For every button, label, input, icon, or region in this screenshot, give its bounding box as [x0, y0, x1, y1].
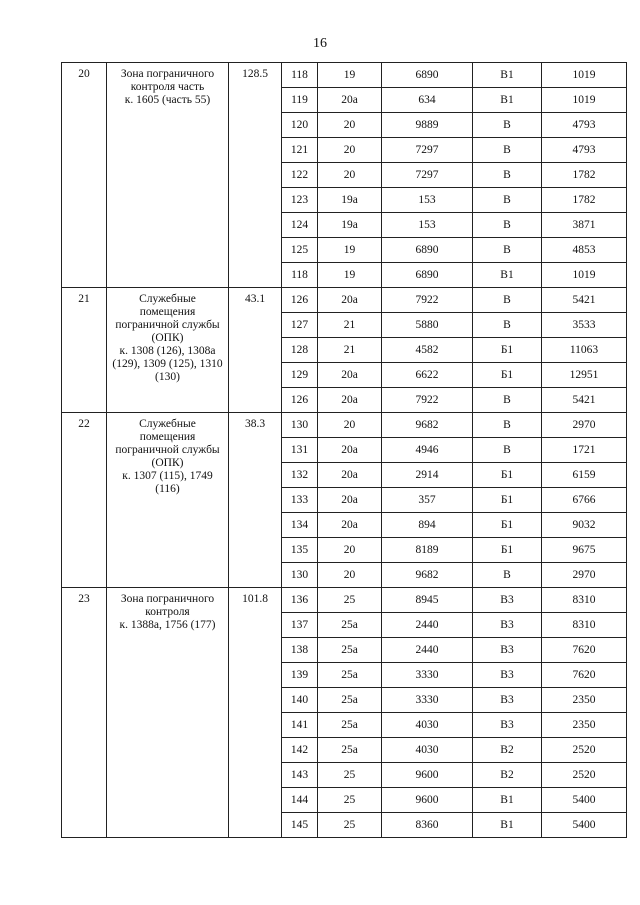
row-category: В [473, 213, 542, 238]
row-code: 25 [318, 788, 382, 813]
row-category: В3 [473, 663, 542, 688]
row-value: 6890 [382, 263, 473, 288]
row-value: 7922 [382, 288, 473, 313]
row-index: 124 [282, 213, 318, 238]
row-index: 123 [282, 188, 318, 213]
group-description [107, 63, 229, 288]
row-value: 7297 [382, 138, 473, 163]
row-code: 20а [318, 363, 382, 388]
row-index: 145 [282, 813, 318, 838]
row-value: 9682 [382, 563, 473, 588]
row-code: 20 [318, 563, 382, 588]
description-line: Служебные [139, 293, 196, 305]
row-code: 21 [318, 338, 382, 363]
row-value: 6622 [382, 363, 473, 388]
row-amount: 1782 [542, 188, 627, 213]
row-value: 8189 [382, 538, 473, 563]
row-code: 20 [318, 163, 382, 188]
table-row [62, 588, 627, 613]
row-value: 3330 [382, 688, 473, 713]
row-index: 143 [282, 763, 318, 788]
row-category: В [473, 563, 542, 588]
row-amount: 11063 [542, 338, 627, 363]
row-category: В [473, 238, 542, 263]
row-value: 2440 [382, 638, 473, 663]
description-line: (ОПК) [151, 457, 184, 469]
row-index: 137 [282, 613, 318, 638]
row-index: 121 [282, 138, 318, 163]
row-category: Б1 [473, 513, 542, 538]
row-category: В [473, 413, 542, 438]
row-amount: 5400 [542, 788, 627, 813]
row-amount: 7620 [542, 663, 627, 688]
group-number: 21 [62, 288, 107, 413]
row-code: 19 [318, 238, 382, 263]
row-code: 25а [318, 663, 382, 688]
row-category: В1 [473, 263, 542, 288]
row-amount: 1019 [542, 63, 627, 88]
row-category: В [473, 438, 542, 463]
row-index: 130 [282, 413, 318, 438]
description-line: Зона пограничного [120, 593, 215, 605]
row-code: 25 [318, 813, 382, 838]
row-amount: 4793 [542, 113, 627, 138]
description-line: пограничной службы [115, 444, 220, 456]
row-amount: 3871 [542, 213, 627, 238]
description-line: контроля [145, 606, 190, 618]
row-amount: 6159 [542, 463, 627, 488]
row-amount: 5421 [542, 288, 627, 313]
row-code: 25 [318, 588, 382, 613]
row-index: 118 [282, 63, 318, 88]
description-line: к. 1307 (115), 1749 [122, 470, 213, 482]
row-amount: 2520 [542, 763, 627, 788]
row-amount: 1019 [542, 88, 627, 113]
row-value: 6890 [382, 63, 473, 88]
row-code: 20а [318, 388, 382, 413]
row-amount: 2970 [542, 413, 627, 438]
row-code: 25а [318, 613, 382, 638]
page-number: 16 [313, 36, 327, 51]
row-index: 138 [282, 638, 318, 663]
row-index: 136 [282, 588, 318, 613]
row-value: 4030 [382, 738, 473, 763]
row-code: 20 [318, 138, 382, 163]
row-value: 153 [382, 213, 473, 238]
row-index: 133 [282, 488, 318, 513]
row-value: 4030 [382, 713, 473, 738]
row-code: 25а [318, 738, 382, 763]
row-code: 20а [318, 88, 382, 113]
table-row [62, 288, 627, 313]
row-code: 25а [318, 688, 382, 713]
row-amount: 6766 [542, 488, 627, 513]
row-value: 3330 [382, 663, 473, 688]
row-index: 130 [282, 563, 318, 588]
row-code: 20 [318, 113, 382, 138]
description-line: помещения [139, 431, 196, 443]
row-amount: 2350 [542, 688, 627, 713]
row-code: 20а [318, 438, 382, 463]
row-value: 5880 [382, 313, 473, 338]
row-amount: 12951 [542, 363, 627, 388]
row-code: 25а [318, 638, 382, 663]
row-value: 894 [382, 513, 473, 538]
row-value: 153 [382, 188, 473, 213]
row-amount: 4793 [542, 138, 627, 163]
row-value: 7297 [382, 163, 473, 188]
row-category: Б1 [473, 363, 542, 388]
description-line: Служебные [139, 418, 196, 430]
row-category: Б1 [473, 488, 542, 513]
row-index: 142 [282, 738, 318, 763]
row-index: 127 [282, 313, 318, 338]
row-amount: 5400 [542, 813, 627, 838]
row-code: 20а [318, 513, 382, 538]
row-value: 9600 [382, 788, 473, 813]
row-category: В [473, 113, 542, 138]
row-category: В [473, 388, 542, 413]
row-amount: 8310 [542, 613, 627, 638]
row-category: В3 [473, 688, 542, 713]
row-category: В3 [473, 713, 542, 738]
row-category: В2 [473, 763, 542, 788]
group-area: 43.1 [229, 288, 282, 413]
row-index: 128 [282, 338, 318, 363]
group-area: 38.3 [229, 413, 282, 588]
row-value: 357 [382, 488, 473, 513]
row-index: 132 [282, 463, 318, 488]
row-category: В1 [473, 63, 542, 88]
row-category: В [473, 188, 542, 213]
row-amount: 8310 [542, 588, 627, 613]
row-code: 25а [318, 713, 382, 738]
row-amount: 1782 [542, 163, 627, 188]
row-category: В [473, 288, 542, 313]
group-description [107, 413, 229, 588]
row-value: 9682 [382, 413, 473, 438]
row-index: 139 [282, 663, 318, 688]
description-line: помещения [139, 306, 196, 318]
row-index: 119 [282, 88, 318, 113]
row-amount: 7620 [542, 638, 627, 663]
row-category: В [473, 313, 542, 338]
row-index: 120 [282, 113, 318, 138]
row-value: 8945 [382, 588, 473, 613]
row-value: 9600 [382, 763, 473, 788]
row-index: 134 [282, 513, 318, 538]
row-category: Б1 [473, 538, 542, 563]
row-category: В3 [473, 588, 542, 613]
row-code: 20а [318, 463, 382, 488]
row-code: 20 [318, 413, 382, 438]
row-value: 8360 [382, 813, 473, 838]
description-line: к. 1605 (часть 55) [124, 94, 211, 106]
row-index: 140 [282, 688, 318, 713]
table-row [62, 413, 627, 438]
row-category: В [473, 163, 542, 188]
row-amount: 1721 [542, 438, 627, 463]
group-description [107, 288, 229, 413]
row-amount: 2970 [542, 563, 627, 588]
description-line: (129), 1309 (125), 1310 [112, 358, 223, 370]
row-amount: 4853 [542, 238, 627, 263]
row-code: 20а [318, 488, 382, 513]
row-amount: 3533 [542, 313, 627, 338]
description-line: (ОПК) [151, 332, 184, 344]
row-category: В1 [473, 88, 542, 113]
row-index: 135 [282, 538, 318, 563]
row-code: 19 [318, 263, 382, 288]
group-description [107, 588, 229, 838]
row-value: 4582 [382, 338, 473, 363]
row-value: 2914 [382, 463, 473, 488]
group-area: 101.8 [229, 588, 282, 838]
row-code: 19 [318, 63, 382, 88]
row-code: 19а [318, 213, 382, 238]
row-value: 9889 [382, 113, 473, 138]
row-index: 141 [282, 713, 318, 738]
row-value: 4946 [382, 438, 473, 463]
row-value: 6890 [382, 238, 473, 263]
row-index: 131 [282, 438, 318, 463]
data-table [61, 62, 627, 838]
row-amount: 2520 [542, 738, 627, 763]
row-index: 118 [282, 263, 318, 288]
row-index: 126 [282, 388, 318, 413]
description-line: к. 1308 (126), 1308а [119, 345, 216, 357]
row-index: 125 [282, 238, 318, 263]
row-category: Б1 [473, 463, 542, 488]
group-number: 23 [62, 588, 107, 838]
row-amount: 9675 [542, 538, 627, 563]
description-line: (130) [155, 371, 180, 383]
row-category: В2 [473, 738, 542, 763]
row-code: 25 [318, 763, 382, 788]
group-number: 20 [62, 63, 107, 288]
description-line: Зона пограничного [120, 68, 215, 80]
row-category: В3 [473, 613, 542, 638]
description-line: к. 1388а, 1756 (177) [119, 619, 216, 631]
row-code: 20а [318, 288, 382, 313]
row-category: В1 [473, 788, 542, 813]
table-row [62, 63, 627, 88]
row-value: 634 [382, 88, 473, 113]
row-value: 7922 [382, 388, 473, 413]
row-category: Б1 [473, 338, 542, 363]
row-category: В3 [473, 638, 542, 663]
row-code: 19а [318, 188, 382, 213]
description-line: контроля часть [130, 81, 205, 93]
row-index: 144 [282, 788, 318, 813]
row-code: 21 [318, 313, 382, 338]
row-index: 122 [282, 163, 318, 188]
row-amount: 9032 [542, 513, 627, 538]
description-line: пограничной службы [115, 319, 220, 331]
group-area: 128.5 [229, 63, 282, 288]
row-code: 20 [318, 538, 382, 563]
row-amount: 5421 [542, 388, 627, 413]
row-index: 126 [282, 288, 318, 313]
row-amount: 1019 [542, 263, 627, 288]
row-category: В1 [473, 813, 542, 838]
description-line: (116) [155, 483, 180, 495]
row-category: В [473, 138, 542, 163]
row-index: 129 [282, 363, 318, 388]
row-value: 2440 [382, 613, 473, 638]
row-amount: 2350 [542, 713, 627, 738]
group-number: 22 [62, 413, 107, 588]
